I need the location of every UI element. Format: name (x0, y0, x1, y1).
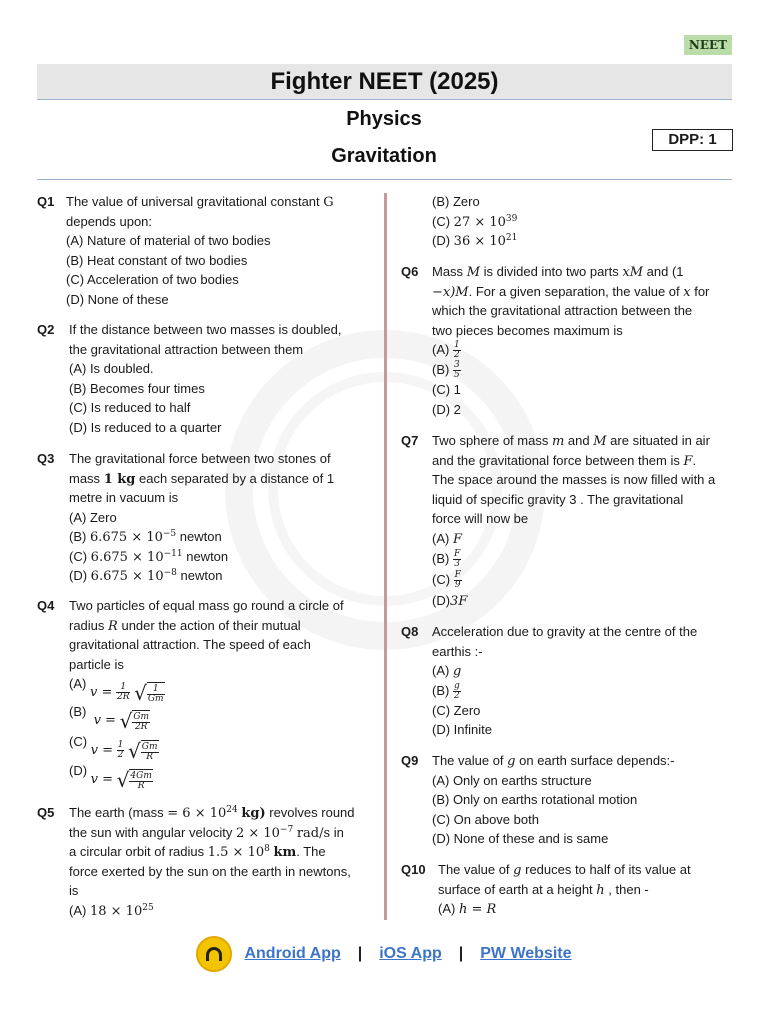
question-text-line: a circular orbit of radius $1.5 \times 10^8$ km. The (69, 844, 326, 860)
question-text-line: surface of earth at a height h , then - (438, 881, 649, 898)
question-5 (37, 803, 367, 923)
option-d: (D) v = √ $\frac{4Gm}{R}$ (69, 763, 152, 792)
subject-heading: Physics (346, 108, 422, 130)
question-number: Q5 (37, 805, 55, 820)
dpp-label: DPP: 1 (652, 129, 733, 151)
option-a: (A) F (432, 530, 462, 547)
option-c: (C) Acceleration of two bodies (66, 272, 239, 287)
option-c: (C) 1 (432, 382, 461, 397)
question-4 (37, 596, 367, 796)
question-number: Q1 (37, 194, 55, 209)
question-text-line: metre in vacuum is (69, 490, 179, 505)
question-5-continued (432, 192, 732, 252)
option-d: (D)3F (432, 593, 468, 609)
pw-website-link[interactable]: PW Website (480, 945, 572, 962)
question-number: Q6 (401, 264, 419, 279)
title-bar (37, 64, 732, 100)
question-number: Q7 (401, 433, 419, 448)
page-title: Fighter NEET (2025) (270, 67, 499, 95)
footer-separator: | (357, 945, 363, 962)
question-text-line: and the gravitational force between them is F. (432, 452, 697, 469)
question-text-line: gravitational attraction. The speed of each (69, 637, 311, 652)
option-b: (B) v = √ $\frac{Gm}{2R}$ (69, 704, 150, 733)
chapter-heading: Gravitation (331, 145, 437, 167)
option-c: (C) On above both (432, 811, 539, 827)
question-number: Q3 (37, 451, 55, 466)
question-text-line: which the gravitational attraction between the (432, 303, 693, 318)
question-text-line: The earth (mass = $6 \times 10^{24}$ kg) revolves round (69, 805, 355, 821)
footer (0, 934, 768, 974)
question-text-line: liquid of specific gravity 3 . The gravitational (432, 491, 684, 507)
customer-service-logo-icon (196, 936, 232, 972)
neet-badge: NEET (684, 35, 732, 55)
option-c: (C) $6.675 \times 10^{-11}$ newton (69, 548, 229, 565)
option-d: (D) $36 \times 10^{21}$ (432, 233, 518, 249)
ios-app-link[interactable]: iOS App (379, 945, 442, 962)
option-c: (C) $27 \times 10^{39}$ (432, 213, 518, 230)
option-c: (C) $\frac{F}{9}$ (432, 570, 461, 591)
option-d: (D) None of these (66, 291, 169, 307)
option-d: (D) $6.675 \times 10^{-8}$ newton (69, 568, 223, 584)
option-c: (C) v = $\frac{1}{2}$ √ $\frac{Gm}{R}$ (69, 734, 158, 763)
column-divider (384, 193, 387, 920)
question-text-line: Mass M is divided into two parts xM and (1 (432, 264, 684, 280)
question-text-line: the gravitational attraction between them (69, 341, 304, 357)
question-text-line: force exerted by the sun on the earth in newtons, (69, 863, 351, 879)
option-a: (A) $18 \times 10^{25}$ (69, 902, 154, 919)
question-text-line: mass 1 kg each separated by a distance of 1 (69, 470, 335, 487)
question-text-line: The value of universal gravitational constant G (66, 194, 334, 210)
header-divider (37, 179, 732, 180)
question-text-line: The value of g reduces to half of its value at (438, 862, 691, 878)
option-a: (A) v = $\frac{1}{2R}$ √ $\frac{1}{Gm}$ (69, 676, 164, 705)
option-a: (A) Only on earths structure (432, 772, 592, 788)
option-d: (D) 2 (432, 401, 461, 417)
question-text-line: Acceleration due to gravity at the centre of the (432, 624, 698, 639)
option-b: (B) $\frac{g}{2}$ (432, 681, 460, 702)
question-text-line: Two particles of equal mass go round a circle of (69, 598, 344, 613)
question-text-line: The gravitational force between two stones of (69, 451, 331, 466)
question-3 (37, 449, 367, 589)
question-text-line: the sun with angular velocity $2 \times 10^{-7}$ rad/s in (69, 824, 344, 841)
question-number: Q4 (37, 598, 55, 613)
question-text-line: is (69, 883, 79, 898)
option-b: (B) Zero (432, 194, 480, 209)
question-1 (37, 192, 357, 312)
question-number: Q2 (37, 322, 55, 337)
question-10 (401, 860, 732, 920)
option-d: (D) Infinite (432, 722, 492, 737)
question-text-line: radius R under the action of their mutual (69, 617, 301, 634)
question-9 (401, 751, 732, 851)
question-number: Q10 (401, 862, 426, 877)
question-number: Q8 (401, 624, 419, 639)
question-text-line: force will now be (432, 511, 529, 526)
question-2 (37, 320, 367, 440)
option-a: (A) h = R (438, 901, 497, 917)
question-text-line: The space around the masses is now filled with a (432, 472, 716, 487)
option-b: (B) Only on earths rotational motion (432, 792, 638, 807)
question-6 (401, 262, 732, 422)
option-b: (B) $\frac{3}{5}$ (432, 360, 460, 381)
question-text-line: If the distance between two masses is doubled, (69, 322, 342, 337)
question-8 (401, 622, 732, 742)
question-text-line: two pieces becomes maximum is (432, 322, 623, 338)
android-app-link[interactable]: Android App (244, 945, 341, 962)
option-a: (A) Zero (69, 509, 117, 525)
option-a: (A) g (432, 663, 462, 679)
option-c: (C) Zero (432, 702, 481, 718)
option-a: (A) Nature of material of two bodies (66, 233, 271, 248)
option-b: (B) $\frac{F}{3}$ (432, 549, 461, 570)
footer-separator: | (458, 945, 464, 962)
question-text-line: depends upon: (66, 213, 153, 229)
question-7 (401, 431, 732, 611)
question-text-line: earthis :- (432, 643, 483, 659)
option-d: (D) None of these and is same (432, 831, 609, 846)
question-text-line: particle is (69, 656, 124, 672)
question-text-line: Two sphere of mass m and M are situated in air (432, 433, 710, 449)
option-a: (A) $\frac{1}{2}$ (432, 340, 460, 361)
option-b: (B) $6.675 \times 10^{-5}$ newton (69, 529, 222, 545)
option-a: (A) Is doubled. (69, 361, 154, 376)
option-b: (B) Becomes four times (69, 380, 205, 396)
option-d: (D) Is reduced to a quarter (69, 419, 222, 435)
question-text-line: −x)M. For a given separation, the value of x for (432, 283, 710, 300)
question-text-line: The value of g on earth surface depends:- (432, 753, 675, 769)
option-c: (C) Is reduced to half (69, 400, 191, 415)
question-number: Q9 (401, 753, 419, 768)
option-b: (B) Heat constant of two bodies (66, 252, 248, 268)
